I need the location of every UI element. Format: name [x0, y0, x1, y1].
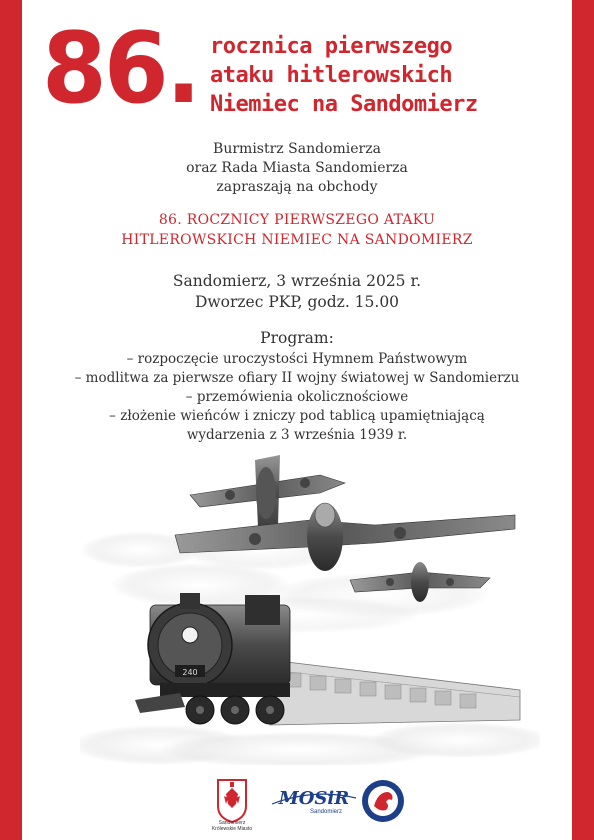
crest-caption: [198, 820, 266, 832]
event-title-line: 86. ROCZNICY PIERWSZEGO ATAKU: [158, 212, 436, 228]
headline-line: ataku hitlerowskich: [210, 63, 453, 88]
inviters-line: Burmistrz Sandomierza: [213, 141, 381, 157]
train-number: 240: [182, 668, 198, 677]
inviters-text: [30, 140, 564, 197]
steam-locomotive-icon: [135, 593, 290, 724]
mosir-logo: [268, 782, 360, 818]
program-title: Program:: [260, 329, 334, 347]
program-list: [30, 350, 564, 445]
headline: [210, 32, 560, 119]
program-item: – modlitwa za pierwsze ofiary II wojny światowej w Sandomierzu: [74, 370, 520, 386]
place-line: Dworzec PKP, godz. 15.00: [194, 293, 400, 311]
left-red-band: [0, 0, 22, 840]
mosir-subtitle: Sandomierz: [309, 809, 343, 815]
program-item: – rozpoczęcie uroczystości Hymnem Państwowym: [126, 351, 468, 367]
crest-caption-line: Królewskie Miasto: [211, 826, 253, 832]
headline-line: Niemiec na Sandomierz: [210, 92, 478, 117]
event-title: [30, 210, 564, 250]
train-and-bombers-illustration: [80, 455, 540, 765]
mosir-name: MOSiR: [278, 788, 350, 809]
inviters-line: oraz Rada Miasta Sandomierza: [186, 160, 408, 176]
date-place: [30, 271, 564, 313]
date-line: Sandomierz, 3 września 2025 r.: [172, 272, 422, 290]
program-item: – złożenie wieńców i zniczy pod tablicą upamiętniającą: [109, 408, 485, 424]
crest-caption-line: Sandomierz: [218, 820, 246, 826]
program-item: – przemówienia okolicznościowe: [185, 389, 409, 405]
anniversary-number: 86.: [42, 12, 199, 126]
train-carriages: [270, 660, 520, 725]
inviters-line: zapraszają na obchody: [216, 179, 378, 195]
program-item: wydarzenia z 3 września 1939 r.: [186, 427, 408, 443]
event-title-line: HITLEROWSKICH NIEMIEC NA SANDOMIERZ: [121, 232, 473, 248]
circular-emblem-logo: [360, 778, 406, 824]
right-red-band: [572, 0, 594, 840]
headline-line: rocznica pierwszego: [210, 34, 453, 59]
